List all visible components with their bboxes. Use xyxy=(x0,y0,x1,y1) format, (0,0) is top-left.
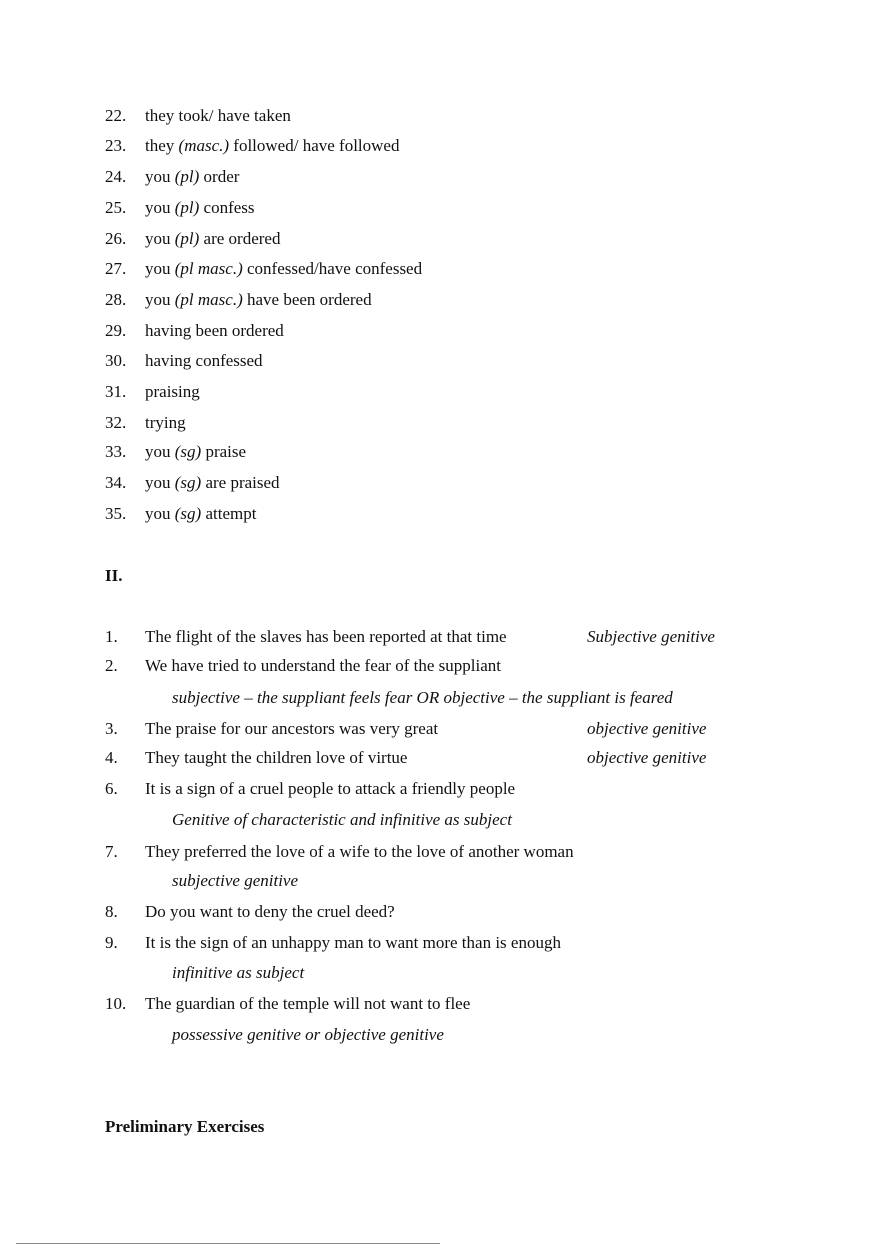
item-number: 22. xyxy=(105,106,127,125)
item-number: 2. xyxy=(105,656,118,675)
item-answer: objective genitive xyxy=(587,719,707,738)
item-text: you (pl) order xyxy=(145,167,240,186)
item-number: 24. xyxy=(105,167,127,186)
item-number: 25. xyxy=(105,198,127,217)
item-text: praising xyxy=(145,382,200,401)
item-number: 30. xyxy=(105,351,127,370)
item-number: 27. xyxy=(105,259,127,278)
item-answer: objective genitive xyxy=(587,748,707,767)
item-number: 6. xyxy=(105,779,118,798)
item-number: 7. xyxy=(105,842,118,861)
item-text: you (pl) confess xyxy=(145,198,255,217)
item-number: 34. xyxy=(105,473,127,492)
item-number: 31. xyxy=(105,382,127,401)
item-text: they took/ have taken xyxy=(145,106,291,125)
item-text: you (pl masc.) have been ordered xyxy=(145,290,372,309)
item-text: you (sg) are praised xyxy=(145,473,280,492)
item-number: 1. xyxy=(105,627,118,646)
item-number: 26. xyxy=(105,229,127,248)
item-text: having confessed xyxy=(145,351,263,370)
item-number: 33. xyxy=(105,442,127,461)
item-text: It is the sign of an unhappy man to want more than is enough xyxy=(145,933,561,952)
item-text: they (masc.) followed/ have followed xyxy=(145,136,400,155)
item-answer: Subjective genitive xyxy=(587,627,715,646)
item-text: They taught the children love of virtue xyxy=(145,748,408,767)
item-text: The guardian of the temple will not want to flee xyxy=(145,994,471,1013)
item-number: 29. xyxy=(105,321,127,340)
item-text: trying xyxy=(145,413,186,432)
item-text: Do you want to deny the cruel deed? xyxy=(145,902,395,921)
item-number: 9. xyxy=(105,933,118,952)
item-text: It is a sign of a cruel people to attack a friendly people xyxy=(145,779,516,798)
item-text: The flight of the slaves has been reported at that time xyxy=(145,627,507,646)
item-number: 3. xyxy=(105,719,118,738)
item-text: you (sg) praise xyxy=(145,442,247,461)
item-number: 35. xyxy=(105,504,127,523)
item-number: 4. xyxy=(105,748,118,767)
item-text: having been ordered xyxy=(145,321,284,340)
item-number: 32. xyxy=(105,413,127,432)
item-text: you (pl masc.) confessed/have confessed xyxy=(145,259,423,278)
item-number: 28. xyxy=(105,290,127,309)
item-text: you (sg) attempt xyxy=(145,504,257,523)
item-number: 23. xyxy=(105,136,127,155)
item-text: you (pl) are ordered xyxy=(145,229,281,248)
item-text: We have tried to understand the fear of the suppliant xyxy=(145,656,501,675)
item-number: 8. xyxy=(105,902,118,921)
item-number: 10. xyxy=(105,994,127,1013)
footnote-divider xyxy=(16,1243,440,1244)
item-text: The praise for our ancestors was very great xyxy=(145,719,439,738)
item-text: They preferred the love of a wife to the love of another woman xyxy=(145,842,574,861)
